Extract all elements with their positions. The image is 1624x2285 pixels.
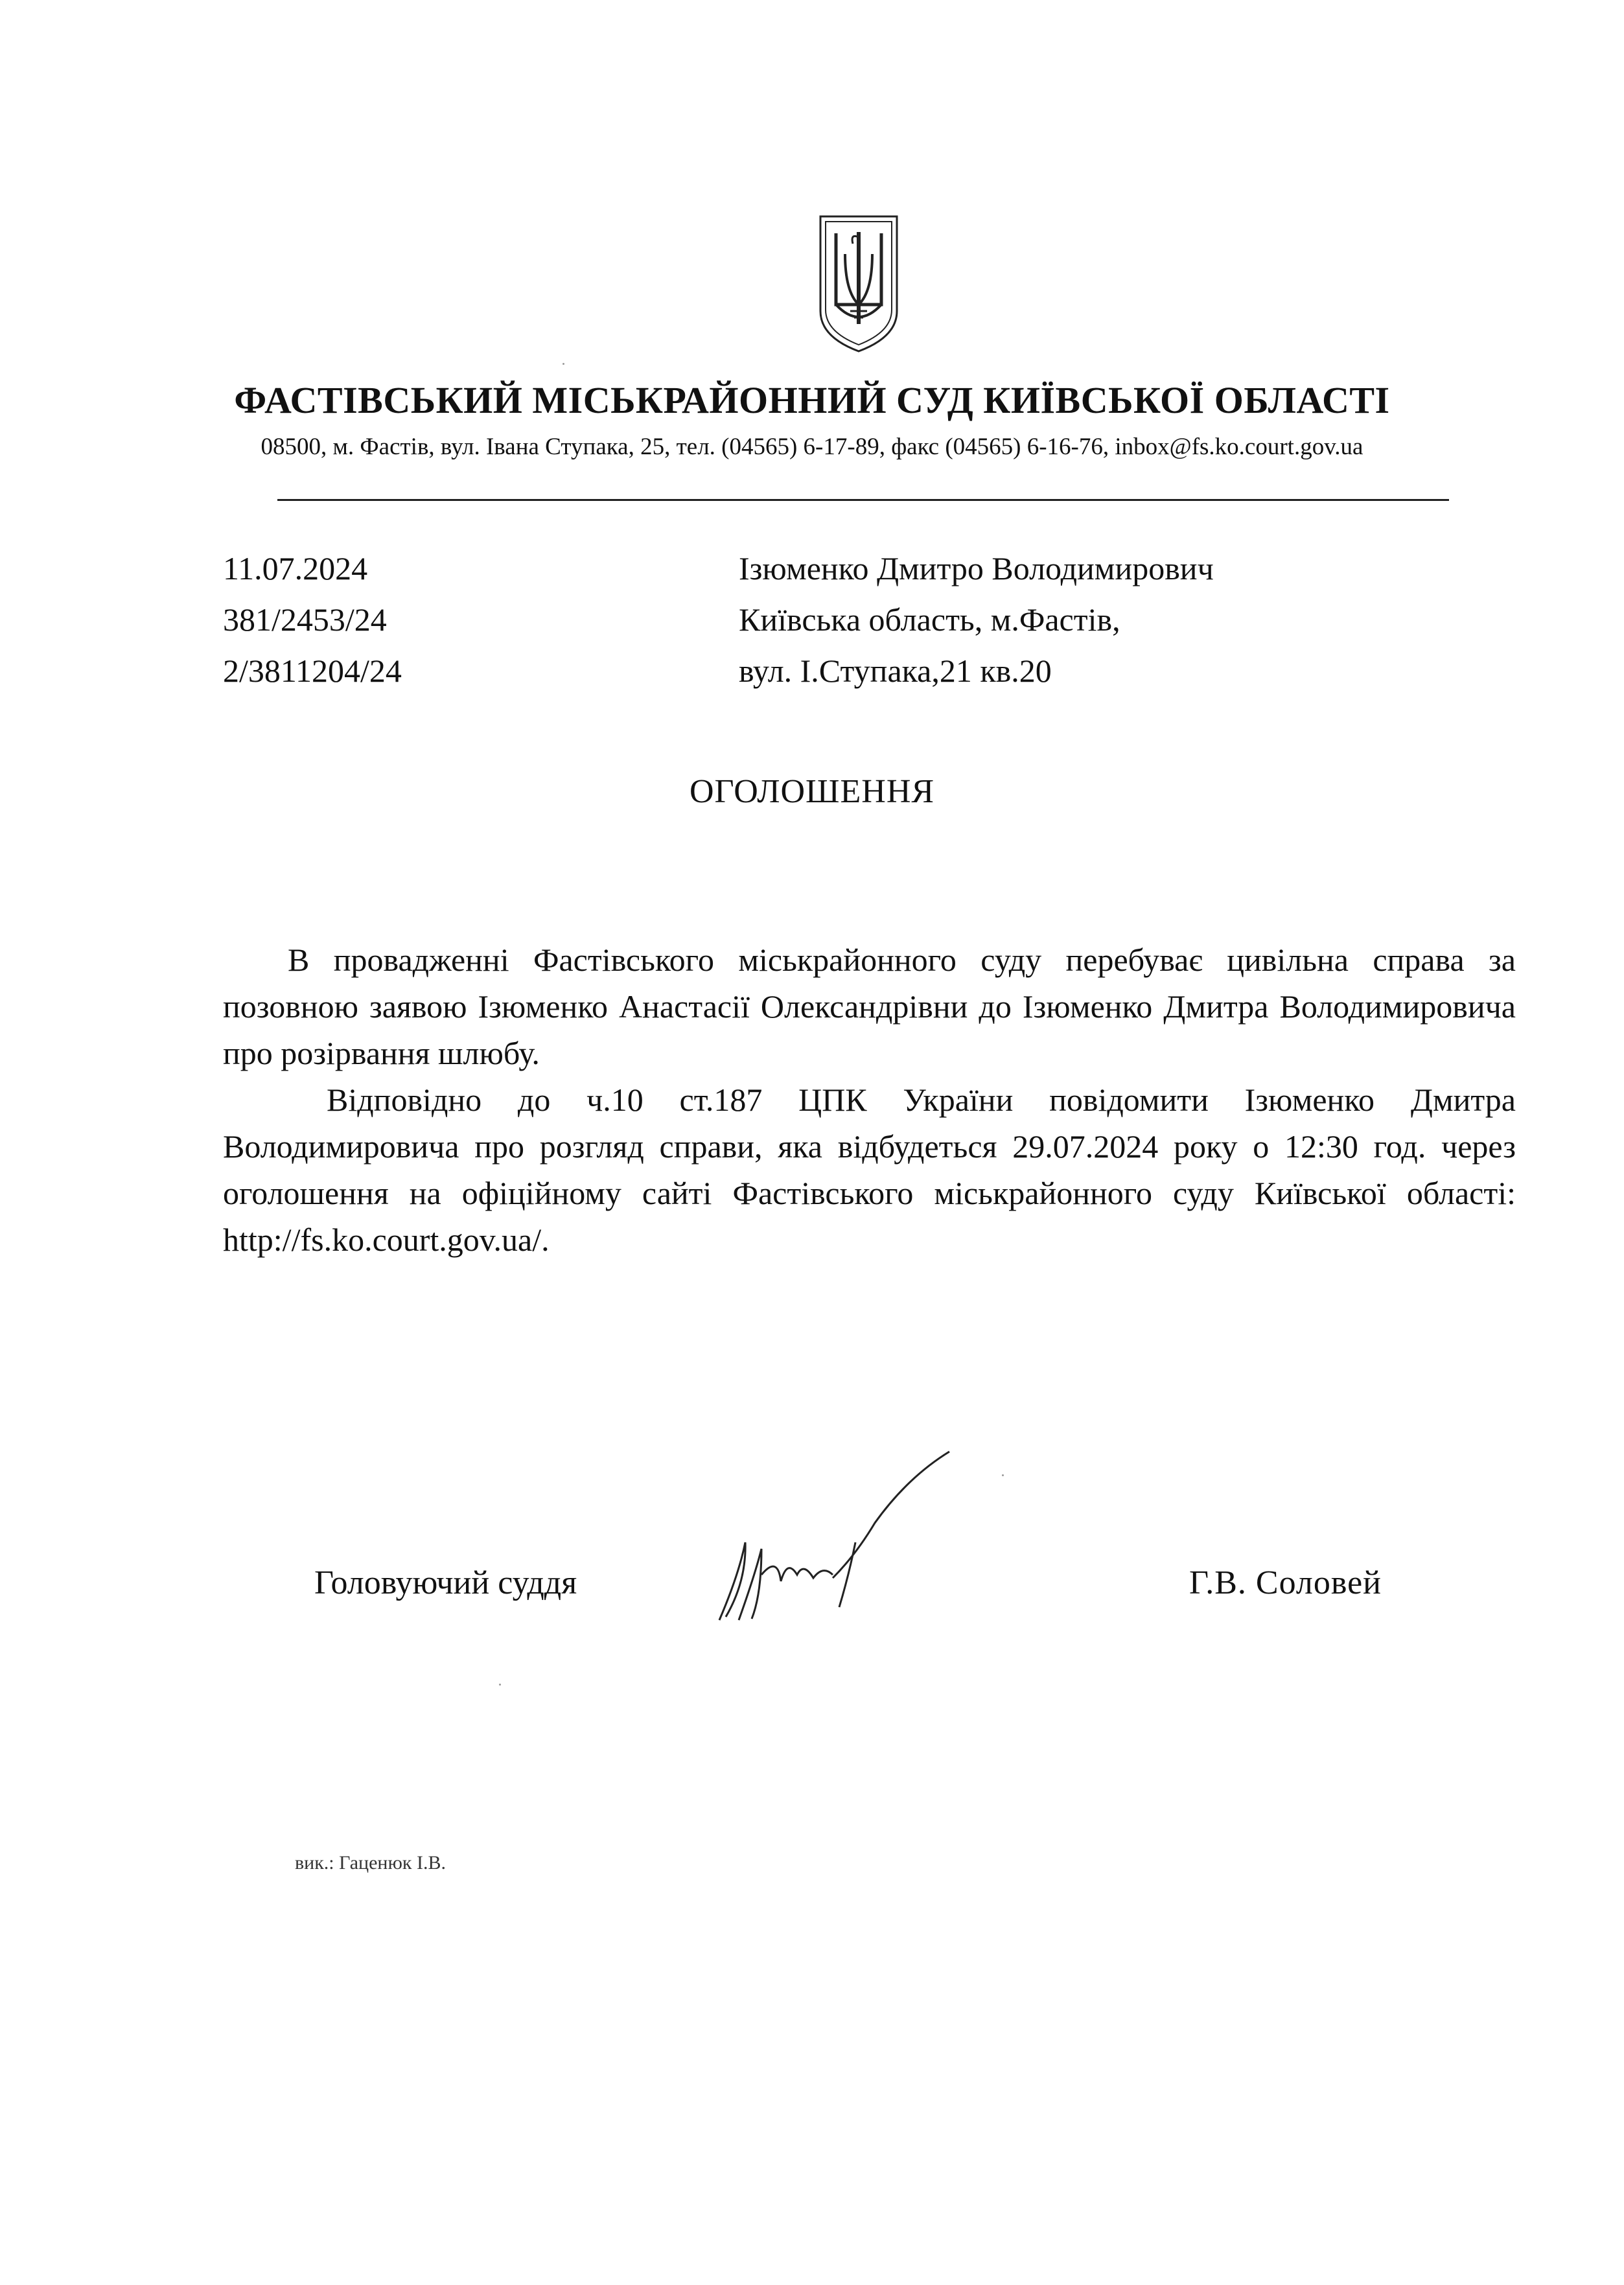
- recipient-region: Київська область, м.Фастів,: [739, 601, 1120, 638]
- scan-speck: [563, 363, 564, 365]
- recipient-street: вул. І.Ступака,21 кв.20: [739, 653, 1052, 689]
- scan-speck: [499, 1684, 501, 1686]
- document-body: [223, 936, 1516, 1263]
- body-paragraph: Відповідно до ч.10 ст.187 ЦПК України повідомити Ізюменко Дмитра Володимировича про розгляд справи, яка відбудеться 29.07.2024 року о 12:30 год. через оголошення на офіційному сайті Фастівського міськрайонного суду Київської області: http://fs.ko.court.gov.ua/.: [223, 1082, 1516, 1258]
- recipient-name: Ізюменко Дмитро Володимирович: [739, 550, 1214, 586]
- header-divider: [277, 499, 1449, 501]
- executor-note: вик.: Гаценюк І.В.: [295, 1852, 446, 1873]
- court-name: ФАСТІВСЬКИЙ МІСЬКРАЙОННИЙ СУД КИЇВСЬКОЇ ОБЛАСТІ: [234, 379, 1390, 421]
- signature-role: Головуючий суддя: [314, 1564, 577, 1601]
- recipient-block: [739, 543, 1214, 697]
- judge-name: Г.В. Соловей: [1189, 1564, 1382, 1601]
- handwritten-signature: [700, 1445, 1024, 1640]
- court-address: 08500, м. Фастів, вул. Івана Ступака, 25, тел. (04565) 6-17-89, факс (04565) 6-16-76, inbox@fs.ko.court.gov.ua: [261, 434, 1363, 460]
- document-metadata: [223, 543, 402, 697]
- proceeding-number: 2/3811204/24: [223, 653, 402, 689]
- body-paragraph: В провадженні Фастівського міськрайонного суду перебуває цивільна справа за позовною заявою Ізюменко Анастасії Олександрівни до Ізюменко Дмитра Володимировича про розірвання шлюбу.: [223, 942, 1516, 1071]
- case-number: 381/2453/24: [223, 601, 387, 638]
- document-title: ОГОЛОШЕННЯ: [689, 773, 935, 810]
- trident-coat-of-arms-icon: [817, 214, 901, 353]
- document-date: 11.07.2024: [223, 550, 368, 586]
- scan-speck: [1002, 1474, 1004, 1476]
